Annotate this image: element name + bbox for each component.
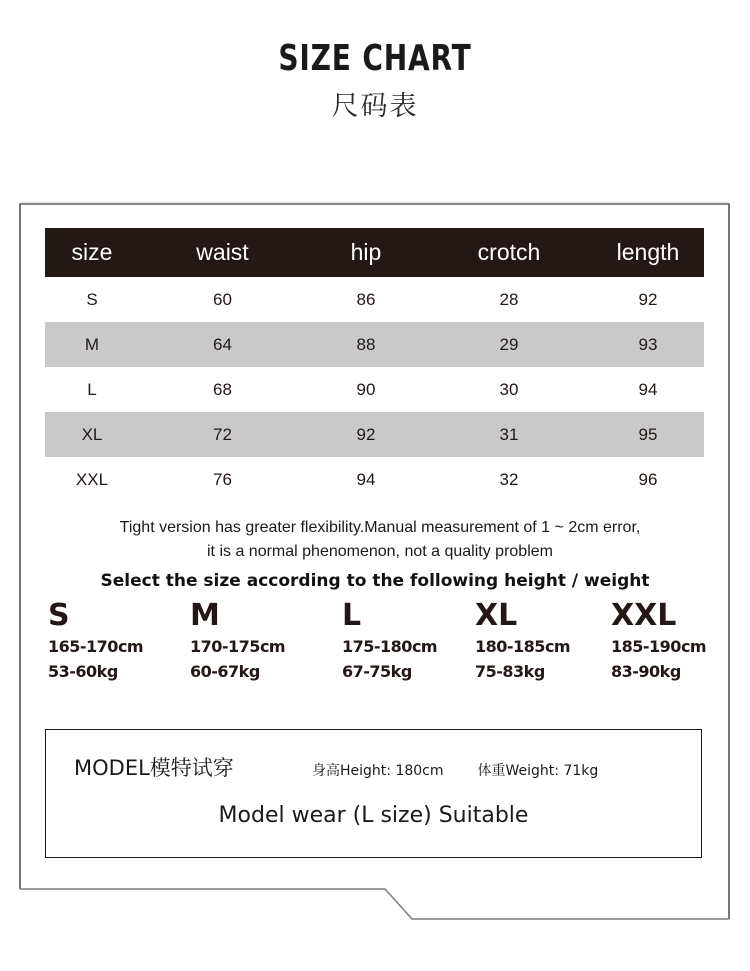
size-guide-item (611, 598, 706, 684)
cell-hip: 86 (356, 289, 376, 309)
cell-size: S (86, 289, 98, 309)
cell-waist: 60 (213, 289, 232, 309)
size-guide-item (48, 598, 143, 684)
table-row (45, 412, 704, 457)
column-header-size: size (71, 239, 113, 265)
cell-crotch: 31 (499, 424, 519, 444)
size-guide-label: XL (475, 598, 518, 633)
size-table (45, 228, 704, 502)
cell-waist: 64 (213, 334, 232, 354)
tolerance-note-line2: it is a normal phenomenon, not a quality problem (207, 543, 553, 560)
table-row (45, 457, 704, 502)
model-info-box (45, 729, 702, 858)
cell-length: 94 (638, 379, 658, 399)
page-subtitle: 尺码表 (331, 91, 419, 122)
cell-hip: 90 (356, 379, 376, 399)
cell-length: 93 (638, 334, 658, 354)
cell-waist: 72 (213, 424, 232, 444)
cell-length: 96 (638, 469, 658, 489)
size-guide-item (475, 598, 570, 684)
size-guide-height: 185-190cm (611, 637, 707, 656)
cell-waist: 68 (213, 379, 232, 399)
cell-waist: 76 (213, 469, 232, 489)
table-row (45, 277, 704, 322)
cell-hip: 94 (356, 469, 376, 489)
size-guide-item (342, 598, 437, 684)
size-guide-weight: 75-83kg (475, 662, 545, 681)
table-row (45, 367, 704, 412)
cell-crotch: 29 (499, 334, 519, 354)
model-wear-note: Model wear (L size) Suitable (218, 803, 529, 828)
size-guide-weight: 67-75kg (342, 662, 412, 681)
cell-crotch: 32 (499, 469, 519, 489)
model-stats (312, 760, 598, 780)
cell-length: 92 (638, 289, 658, 309)
model-height: 身高Height: 180cm (312, 763, 444, 779)
column-header-waist: waist (196, 239, 249, 265)
size-guide-weight: 60-67kg (190, 662, 260, 681)
size-guide-height: 175-180cm (342, 637, 438, 656)
size-guide-label: S (48, 598, 70, 633)
cell-hip: 92 (356, 424, 376, 444)
cell-hip: 88 (356, 334, 376, 354)
size-guide-height: 180-185cm (475, 637, 571, 656)
size-guide-heading: Select the size according to the following height / weight (100, 571, 650, 591)
size-guide-label: L (342, 598, 362, 633)
cell-crotch: 30 (499, 379, 519, 399)
size-guide-label: M (190, 598, 220, 633)
cell-length: 95 (638, 424, 658, 444)
cell-size: M (84, 334, 100, 354)
column-header-hip: hip (350, 239, 382, 265)
model-weight: 体重Weight: 71kg (477, 763, 599, 779)
size-guide-item (190, 598, 285, 684)
column-header-crotch: crotch (477, 239, 541, 265)
model-label: MODEL模特试穿 (74, 756, 234, 780)
column-header-length: length (616, 239, 680, 265)
size-guide-weight: 83-90kg (611, 662, 681, 681)
table-header (45, 228, 704, 277)
cell-crotch: 28 (499, 289, 519, 309)
cell-size: XL (81, 424, 103, 444)
size-guide-label: XXL (611, 598, 677, 633)
size-guide-height: 165-170cm (48, 637, 144, 656)
size-guide-weight: 53-60kg (48, 662, 118, 681)
cell-size: XXL (75, 469, 109, 489)
size-guide-height: 170-175cm (190, 637, 286, 656)
table-row (45, 322, 704, 367)
cell-size: L (87, 379, 97, 399)
tolerance-note-line1: Tight version has greater flexibility.Manual measurement of 1 ~ 2cm error, (119, 519, 641, 536)
page-title: SIZE CHART (278, 38, 472, 79)
